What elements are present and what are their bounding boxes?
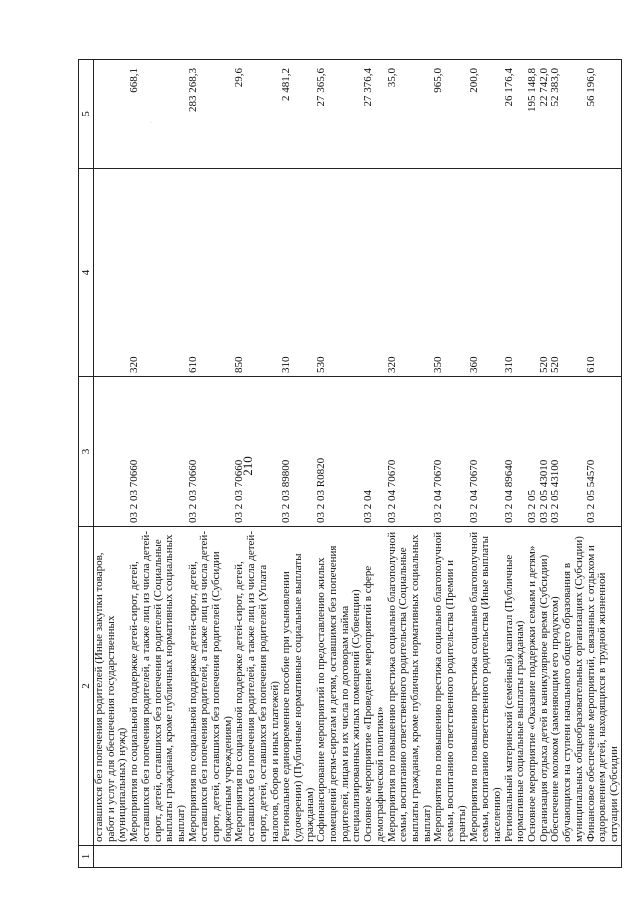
row-code: 03 2 03 70660 [129, 377, 188, 527]
table-row [387, 60, 434, 868]
table-row [527, 60, 539, 868]
row-code: 03 2 04 70670 [387, 377, 434, 527]
row-amount: 22 742,0 [539, 60, 551, 169]
header-col-2: 2 [79, 527, 94, 846]
row-name: Мероприятия по повышению престижа социально благополучной семьи, воспитанию ответственного родительства (Премии и гранты) [433, 527, 468, 846]
row-code: 03 2 04 89640 [504, 377, 527, 527]
table-row [281, 60, 316, 868]
row-cell-index [363, 846, 386, 868]
row-amount: 56 196,0 [586, 60, 622, 169]
row-name: Основное мероприятие «Оказание поддержки семьям и детям» [527, 527, 539, 846]
row-name: Мероприятия по социальной поддержке детей-сирот, детей, оставшихся без попечения родителей, а также лиц из числа детей-сирот, детей, оставшихся без попечения родителей (Субсидии бюджетным учреждениям) [188, 527, 235, 846]
header-col-4: 4 [79, 169, 94, 377]
header-col-1: 1 [79, 846, 94, 868]
row-type: 850 [234, 169, 281, 377]
row-amount: 200,0 [469, 60, 504, 169]
scan-mark: · [150, 120, 152, 126]
row-code: 03 2 03 89800 [281, 377, 316, 527]
row-code: 03 2 03 70660 [188, 377, 235, 527]
row-name: Мероприятия по повышению престижа социально благополучной семьи, воспитанию ответственного родительства (Иные выплаты населению) [469, 527, 504, 846]
row-amount: 29,6 [234, 60, 281, 169]
row-amount: 283 268,3 [188, 60, 235, 169]
row-code: 03 2 04 [363, 377, 386, 527]
row-amount: 26 176,4 [504, 60, 527, 169]
row-type: 520 [539, 169, 551, 377]
header-col-5: 5 [79, 60, 94, 169]
row-name: Мероприятия по повышению престижа социально благополучной семьи, воспитанию ответственного родительства (Социальные выплаты гражданам, кроме публичных нормативных социальных выплат) [387, 527, 434, 846]
table-row [188, 60, 235, 868]
row-amount [94, 60, 130, 169]
row-name: Региональный материнский (семейный) капитал (Публичные нормативные социальные выплаты гражданам) [504, 527, 527, 846]
table-row [469, 60, 504, 868]
row-cell-index [550, 846, 585, 868]
table-row [586, 60, 622, 868]
row-type: 320 [387, 169, 434, 377]
header-row [79, 60, 94, 868]
row-cell-index [387, 846, 434, 868]
row-type [363, 169, 386, 377]
row-code: 03 2 03 R0820 [316, 377, 363, 527]
table-row [550, 60, 585, 868]
row-type: 350 [433, 169, 468, 377]
row-amount: 52 383,0 [550, 60, 585, 169]
row-name: Обеспечение молоком (заменяющим его продуктом) обучающихся на ступени начального общего образования в муниципальных общеобразовательных организациях (Субсидии) [550, 527, 585, 846]
row-type: 520 [550, 169, 585, 377]
row-cell-index [234, 846, 281, 868]
row-cell-index [129, 846, 188, 868]
row-amount: 35,0 [387, 60, 434, 169]
row-amount: 27 365,6 [316, 60, 363, 169]
rotated-budget-table [78, 60, 620, 868]
row-type: 310 [504, 169, 527, 377]
row-cell-index [527, 846, 539, 868]
row-cell-index [316, 846, 363, 868]
row-code: 03 2 04 70670 [469, 377, 504, 527]
table-row [129, 60, 188, 868]
row-name: Основное мероприятие «Проведение мероприятий в сфере демографической политики» [363, 527, 386, 846]
row-cell-index [586, 846, 622, 868]
row-cell-index [94, 846, 130, 868]
budget-table [78, 59, 622, 868]
table-row [433, 60, 468, 868]
row-type: 610 [188, 169, 235, 377]
header-col-3: 3 [79, 377, 94, 527]
row-code: 03 2 05 43100 [550, 377, 585, 527]
row-amount: 965,0 [433, 60, 468, 169]
row-amount: 27 376,4 [363, 60, 386, 169]
row-type [527, 169, 539, 377]
table-row [234, 60, 281, 868]
row-cell-index [433, 846, 468, 868]
row-cell-index [188, 846, 235, 868]
row-name: Мероприятия по социальной поддержке детей-сирот, детей, оставшихся без попечения родителей, а также лиц из числа детей-сирот, детей, оставшихся без попечения родителей (Уплата налогов, сборов и иных платежей) [234, 527, 281, 846]
row-type: 320 [129, 169, 188, 377]
row-name: Региональное единовременное пособие при усыновлении (удочерении) (Публичные нормативные социальные выплаты гражданам) [281, 527, 316, 846]
table-row [363, 60, 386, 868]
row-amount: 2 481,2 [281, 60, 316, 169]
row-name: Организация отдыха детей в каникулярное время (Субсидии) [539, 527, 551, 846]
row-cell-index [504, 846, 527, 868]
row-cell-index [539, 846, 551, 868]
row-code [94, 377, 130, 527]
row-name: Мероприятия по социальной поддержке детей-сирот, детей, оставшихся без попечения родителей, а также лиц из числа детей-сирот, детей, оставшихся без попечения родителей (Социальные выплаты гражданам, кроме публичных нормативных социальных выплат) [129, 527, 188, 846]
table-row [316, 60, 363, 868]
table-row [504, 60, 527, 868]
row-type: 310 [281, 169, 316, 377]
row-code: 03 2 04 70670 [433, 377, 468, 527]
row-type: 610 [586, 169, 622, 377]
row-code: 03 2 05 54570 [586, 377, 622, 527]
row-type: 530 [316, 169, 363, 377]
page-number: 210 [240, 456, 255, 476]
row-name: оставшихся без попечения родителей (Иные закупки товаров, работ и услуг для обеспечения государственных (муниципальных) нужд) [94, 527, 130, 846]
row-cell-index [469, 846, 504, 868]
row-name: Софинансирование мероприятий по предоставлению жилых помещений детям-сиротам и детям, оставшимся без попечения родителей, лицам из их числа по договорам найма специализированных жилых помещений (Субвенции) [316, 527, 363, 846]
row-code: 03 2 03 70660 [234, 377, 281, 527]
row-type [94, 169, 130, 377]
row-code: 03 2 05 [527, 377, 539, 527]
table-body [94, 60, 622, 868]
row-amount: 195 148,8 [527, 60, 539, 169]
row-type: 360 [469, 169, 504, 377]
row-amount: 668,1 [129, 60, 188, 169]
table-row [94, 60, 130, 868]
row-cell-index [281, 846, 316, 868]
row-code: 03 2 05 43010 [539, 377, 551, 527]
row-name: Финансовое обеспечение мероприятий, связанных с отдыхом и оздоровлением детей, находящихся в трудной жизненной ситуации (Субсидии [586, 527, 622, 846]
